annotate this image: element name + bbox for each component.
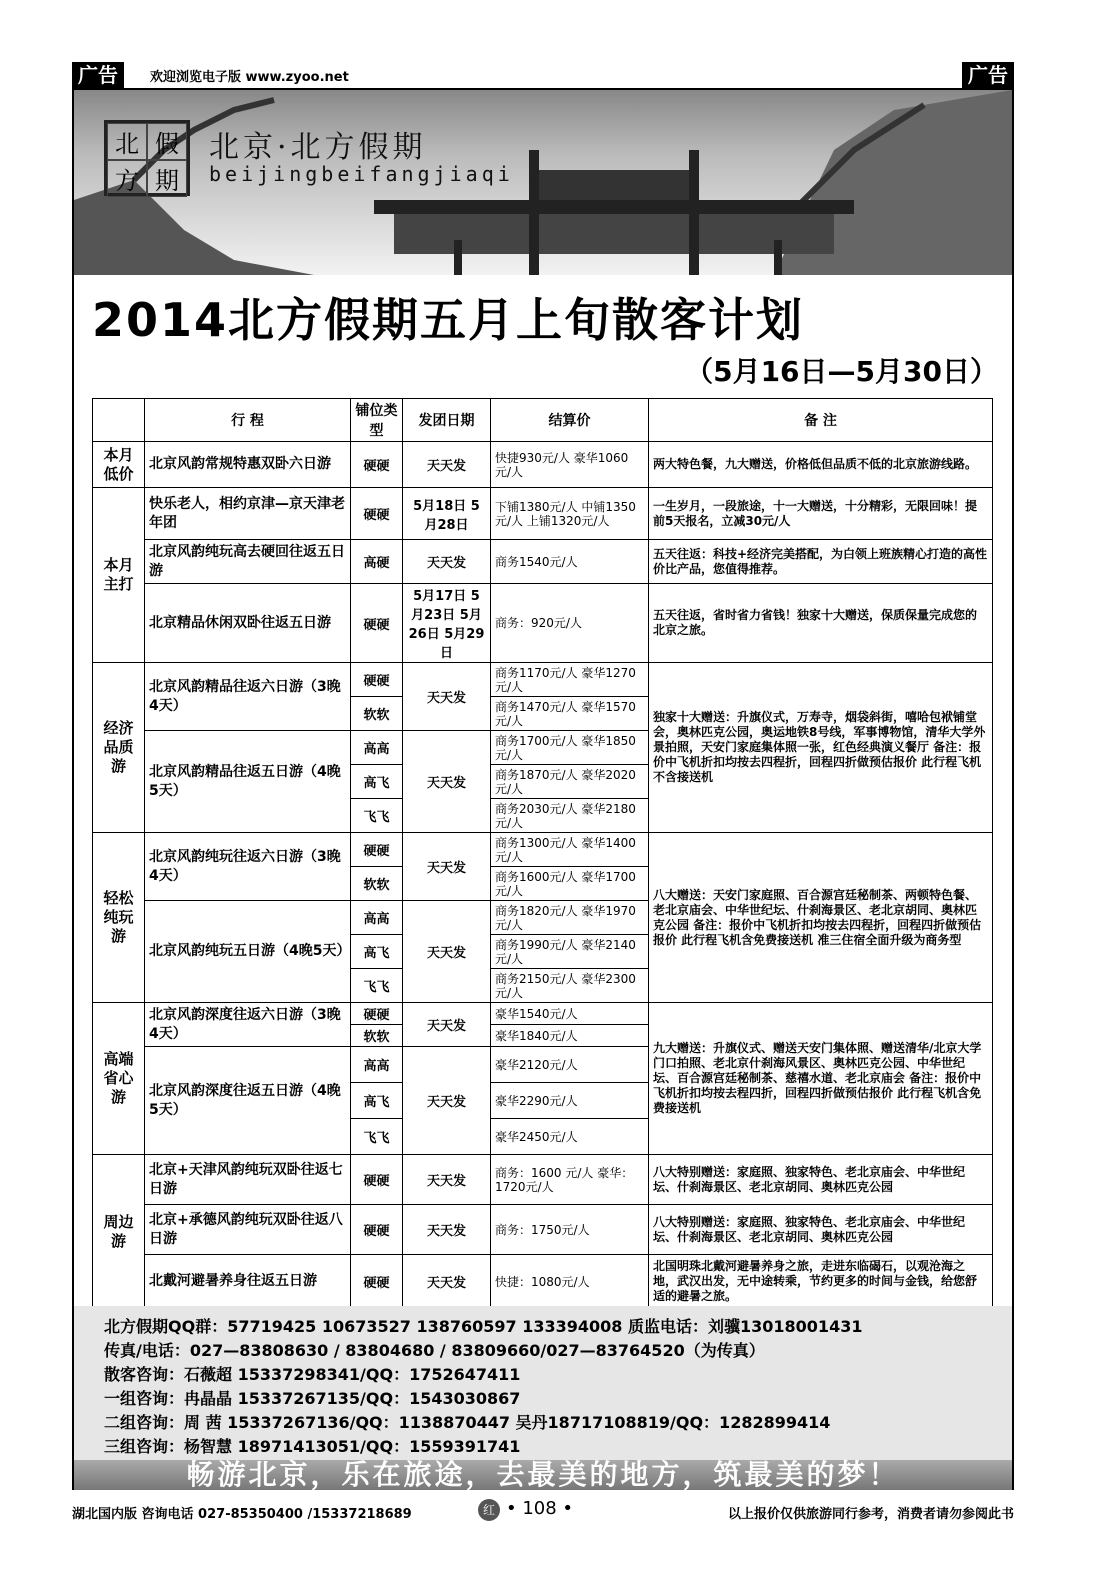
logo-char: 方 [107, 160, 147, 197]
route-cell: 北京风韵纯玩往返六日游（3晚4天） [145, 833, 351, 901]
bed-cell: 高飞 [351, 765, 403, 799]
note-cell: 北国明珠北戴河避暑养身之旅，走进东临碣石，以观沧海之地，武汉出发，无中途转乘，节约更多的时间与金钱，给您舒适的避暑之旅。 [649, 1255, 993, 1309]
price-cell: 豪华2290元/人 [491, 1083, 649, 1119]
bed-cell: 硬硬 [351, 663, 403, 697]
header-dep: 发团日期 [403, 399, 491, 442]
route-cell: 北京+承德风韵纯玩双卧往返八日游 [145, 1205, 351, 1255]
table-header-row [93, 399, 993, 442]
logo-mark [104, 120, 190, 196]
brand-title: 北京·北方假期 [209, 130, 427, 165]
bed-cell: 硬硬 [351, 442, 403, 488]
price-cell: 商务1700元/人 豪华1850元/人 [491, 731, 649, 765]
bed-cell: 硬硬 [351, 488, 403, 540]
table-row [93, 442, 993, 488]
bed-cell: 硬硬 [351, 833, 403, 867]
table-row [93, 663, 993, 697]
route-cell: 北京风韵纯玩五日游（4晚5天） [145, 901, 351, 1003]
dep-cell: 天天发 [403, 731, 491, 833]
dep-cell: 天天发 [403, 663, 491, 731]
price-cell: 豪华1840元/人 [491, 1025, 649, 1047]
table-row [93, 540, 993, 584]
footer-right: 以上报价仅供旅游同行参考，消费者请勿参阅此书 [727, 1507, 1014, 1522]
note-cell: 八大特别赠送：家庭照、独家特色、老北京庙会、中华世纪坛、什刹海景区、老北京胡同、奥林匹克公园 [649, 1205, 993, 1255]
table-row [93, 1255, 993, 1309]
price-cell: 商务：1750元/人 [491, 1205, 649, 1255]
route-cell: 北京风韵常规特惠双卧六日游 [145, 442, 351, 488]
dep-cell: 天天发 [403, 833, 491, 901]
route-cell: 北戴河避暑养身往返五日游 [145, 1255, 351, 1309]
table-row [93, 1155, 993, 1205]
route-cell: 北京风韵深度往返五日游（4晚5天） [145, 1047, 351, 1155]
slogan-banner: 畅游北京，乐在旅途，去最美的地方，筑最美的梦！ [74, 1460, 1012, 1490]
contact-line: 二组咨询：周 茜 15337267136/QQ：1138870447 吴丹18717108819/QQ：1282899414 [104, 1413, 831, 1432]
category-cell: 周边游 [93, 1155, 145, 1309]
table-row [93, 1003, 993, 1025]
page-number [478, 1498, 573, 1521]
price-cell: 商务2030元/人 豪华2180元/人 [491, 799, 649, 833]
bed-cell: 高高 [351, 901, 403, 935]
price-cell: 商务1600元/人 豪华1700元/人 [491, 867, 649, 901]
category-cell: 轻松纯玩游 [93, 833, 145, 1003]
contact-line: 北方假期QQ群：57719425 10673527 138760597 133394008 质监电话：刘骥13018001431 [104, 1317, 863, 1336]
category-cell: 经济品质游 [93, 663, 145, 833]
route-cell: 北京风韵精品往返六日游（3晚4天） [145, 663, 351, 731]
bed-cell: 硬硬 [351, 1205, 403, 1255]
bed-cell: 高高 [351, 1047, 403, 1083]
header-price: 结算价 [491, 399, 649, 442]
logo-char: 期 [147, 160, 187, 197]
price-cell: 商务1300元/人 豪华1400元/人 [491, 833, 649, 867]
contact-panel [74, 1306, 1012, 1462]
note-cell: 八大特别赠送：家庭照、独家特色、老北京庙会、中华世纪坛、什刹海景区、老北京胡同、奥林匹克公园 [649, 1155, 993, 1205]
note-cell: 一生岁月，一段旅途，十一大赠送，十分精彩，无限回味！提前5天报名，立减30元/人 [649, 488, 993, 540]
dep-cell: 天天发 [403, 442, 491, 488]
table-row [93, 1205, 993, 1255]
ad-tag-left: 广告 [72, 62, 124, 88]
route-cell: 快乐老人，相约京津—京天津老年团 [145, 488, 351, 540]
price-cell: 豪华1540元/人 [491, 1003, 649, 1025]
price-cell: 商务1990元/人 豪华2140元/人 [491, 935, 649, 969]
dep-cell: 5月18日 5月28日 [403, 488, 491, 540]
note-cell: 两大特色餐，九大赠送，价格低但品质不低的北京旅游线路。 [649, 442, 993, 488]
contact-line: 传真/电话：027—83808630 / 83804680 / 83809660/027—83764520（为传真） [104, 1341, 765, 1360]
date-range: （5月16日—5月30日） [685, 355, 998, 388]
header-note: 备 注 [649, 399, 993, 442]
site-url: 欢迎浏览电子版 www.zyoo.net [150, 70, 349, 85]
price-cell: 商务1470元/人 豪华1570元/人 [491, 697, 649, 731]
price-cell: 下铺1380元/人 中铺1350元/人 上铺1320元/人 [491, 488, 649, 540]
bed-cell: 高高 [351, 731, 403, 765]
route-cell: 北京风韵精品往返五日游（4晚5天） [145, 731, 351, 833]
price-cell: 快捷930元/人 豪华1060元/人 [491, 442, 649, 488]
category-cell: 高端省心游 [93, 1003, 145, 1155]
bed-cell: 硬硬 [351, 1155, 403, 1205]
bed-cell: 高飞 [351, 1083, 403, 1119]
table-row [93, 488, 993, 540]
edition-icon: 红 [478, 1499, 500, 1521]
note-cell: 五天往返，省时省力省钱！独家十大赠送，保质保量完成您的北京之旅。 [649, 584, 993, 663]
page-number-text: • 108 • [506, 1498, 574, 1519]
route-cell: 北京风韵深度往返六日游（3晚4天） [145, 1003, 351, 1047]
dep-cell: 天天发 [403, 1003, 491, 1047]
bed-cell: 高硬 [351, 540, 403, 584]
price-cell: 商务：920元/人 [491, 584, 649, 663]
route-cell: 北京精品休闲双卧往返五日游 [145, 584, 351, 663]
header-route: 行 程 [145, 399, 351, 442]
bed-cell: 软软 [351, 697, 403, 731]
note-cell: 五天往返：科技+经济完美搭配，为白领上班族精心打造的高性价比产品，您值得推荐。 [649, 540, 993, 584]
table-row [93, 584, 993, 663]
footer-left: 湖北国内版 咨询电话 027-85350400 /15337218689 [72, 1507, 412, 1522]
bed-cell: 飞飞 [351, 969, 403, 1003]
banner-image [74, 90, 1012, 275]
contact-line: 散客咨询：石薇超 15337298341/QQ：1752647411 [104, 1365, 521, 1384]
dep-cell: 天天发 [403, 901, 491, 1003]
brand-pinyin: beijingbeifangjiaqi [209, 162, 514, 186]
page-title: 2014北方假期五月上旬散客计划 [92, 293, 805, 347]
bed-cell: 硬硬 [351, 584, 403, 663]
dep-cell: 天天发 [403, 1047, 491, 1155]
dep-cell: 天天发 [403, 1155, 491, 1205]
price-cell: 豪华2120元/人 [491, 1047, 649, 1083]
header-bed: 铺位类型 [351, 399, 403, 442]
contact-line: 一组咨询：冉晶晶 15337267135/QQ：1543030867 [104, 1389, 521, 1408]
dep-cell: 5月17日 5月23日 5月26日 5月29日 [403, 584, 491, 663]
price-cell: 商务1540元/人 [491, 540, 649, 584]
dep-cell: 天天发 [403, 1255, 491, 1309]
price-cell: 商务1870元/人 豪华2020元/人 [491, 765, 649, 799]
logo-char: 假 [147, 123, 187, 160]
dep-cell: 天天发 [403, 1205, 491, 1255]
logo-char: 北 [107, 123, 147, 160]
bed-cell: 软软 [351, 867, 403, 901]
category-cell: 本月主打 [93, 488, 145, 663]
schedule-table [92, 398, 993, 1309]
route-cell: 北京风韵纯玩高去硬回往返五日游 [145, 540, 351, 584]
price-cell: 商务：1600 元/人 豪华：1720元/人 [491, 1155, 649, 1205]
bed-cell: 软软 [351, 1025, 403, 1047]
bed-cell: 硬硬 [351, 1003, 403, 1025]
note-cell: 独家十大赠送：升旗仪式，万寿寺，烟袋斜街，嘻哈包袱铺堂会，奥林匹克公园，奥运地铁8号线，军事博物馆，清华大学外景拍照，天安门家庭集体照一张，红色经典演义餐厅 备注：报价中飞机折扣均按去四程折，回程四折做预估报价 此行程飞机不含接送机 [649, 663, 993, 833]
header-cat [93, 399, 145, 442]
bed-cell: 飞飞 [351, 799, 403, 833]
price-cell: 快捷：1080元/人 [491, 1255, 649, 1309]
bed-cell: 硬硬 [351, 1255, 403, 1309]
route-cell: 北京+天津风韵纯玩双卧往返七日游 [145, 1155, 351, 1205]
bed-cell: 飞飞 [351, 1119, 403, 1155]
category-cell: 本月低价 [93, 442, 145, 488]
price-cell: 商务2150元/人 豪华2300元/人 [491, 969, 649, 1003]
price-cell: 商务1170元/人 豪华1270元/人 [491, 663, 649, 697]
contact-line: 三组咨询：杨智慧 18971413051/QQ：1559391741 [104, 1437, 521, 1456]
table-row [93, 833, 993, 867]
ad-tag-right: 广告 [962, 62, 1014, 88]
price-cell: 商务1820元/人 豪华1970元/人 [491, 901, 649, 935]
dep-cell: 天天发 [403, 540, 491, 584]
note-cell: 九大赠送：升旗仪式、赠送天安门集体照、赠送清华/北京大学门口拍照、老北京什刹海风景区、奥林匹克公园、中华世纪坛、百合源宫廷秘制茶、慈禧水道、老北京庙会 备注：报价中飞机折扣均按去程四折，回程四折做预估报价 此行程飞机含免费接送机 [649, 1003, 993, 1155]
note-cell: 八大赠送：天安门家庭照、百合源宫廷秘制茶、两顿特色餐、老北京庙会、中华世纪坛、什刹海景区、老北京胡同、奥林匹克公园 备注：报价中飞机折扣均按去四程折，回程四折做预估报价 此行程飞机含免费接送机 准三住宿全面升级为商务型 [649, 833, 993, 1003]
bed-cell: 高飞 [351, 935, 403, 969]
price-cell: 豪华2450元/人 [491, 1119, 649, 1155]
